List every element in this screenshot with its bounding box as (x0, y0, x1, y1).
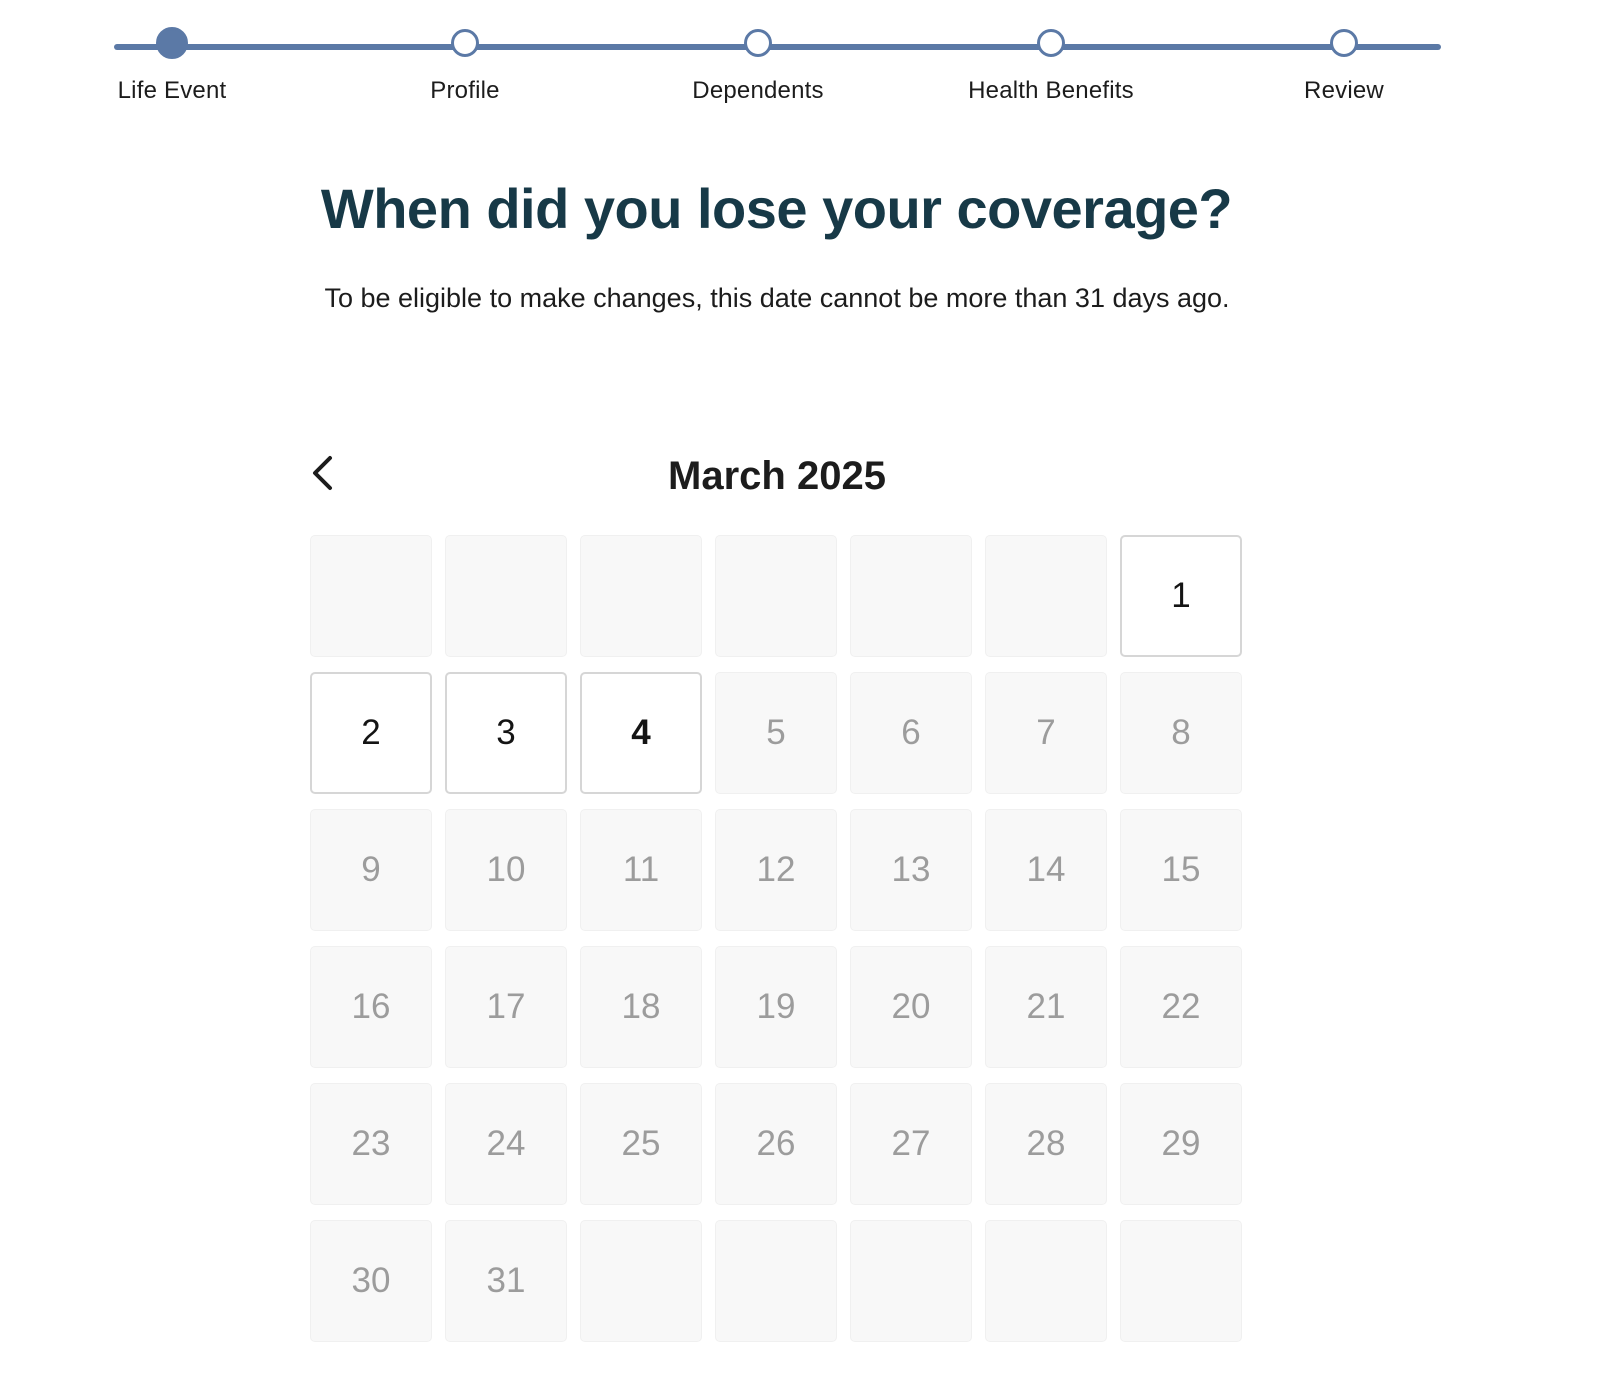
calendar-day-24: 24 (445, 1083, 567, 1205)
calendar-empty-cell (850, 1220, 972, 1342)
calendar-day-30: 30 (310, 1220, 432, 1342)
calendar-grid (310, 535, 1242, 1342)
calendar-day-18: 18 (580, 946, 702, 1068)
calendar-day-19: 19 (715, 946, 837, 1068)
step-dependents (628, 29, 888, 105)
step-indicator (744, 29, 772, 57)
calendar-day-26: 26 (715, 1083, 837, 1205)
date-picker-calendar (310, 450, 1244, 1300)
calendar-day-3[interactable]: 3 (445, 672, 567, 794)
step-label: Profile (430, 77, 500, 104)
calendar-day-28: 28 (985, 1083, 1107, 1205)
calendar-day-1[interactable]: 1 (1120, 535, 1242, 657)
calendar-day-31: 31 (445, 1220, 567, 1342)
step-indicator-current (156, 27, 188, 59)
step-profile (335, 29, 595, 105)
step-label: Life Event (117, 77, 227, 104)
page-title: When did you lose your coverage? (320, 177, 1233, 240)
step-health-benefits (921, 29, 1181, 105)
calendar-day-5: 5 (715, 672, 837, 794)
step-indicator (1330, 29, 1358, 57)
chevron-left-icon (310, 450, 354, 498)
step-life-event (42, 29, 302, 105)
calendar-empty-cell (985, 1220, 1107, 1342)
calendar-empty-cell (850, 535, 972, 657)
calendar-empty-cell (715, 1220, 837, 1342)
calendar-day-9: 9 (310, 809, 432, 931)
calendar-day-12: 12 (715, 809, 837, 931)
calendar-empty-cell (445, 535, 567, 657)
step-label: Health Benefits (968, 77, 1134, 104)
calendar-day-2[interactable]: 2 (310, 672, 432, 794)
calendar-day-29: 29 (1120, 1083, 1242, 1205)
calendar-day-27: 27 (850, 1083, 972, 1205)
calendar-day-8: 8 (1120, 672, 1242, 794)
calendar-day-14: 14 (985, 809, 1107, 931)
calendar-day-17: 17 (445, 946, 567, 1068)
calendar-day-23: 23 (310, 1083, 432, 1205)
step-review (1214, 29, 1474, 105)
calendar-empty-cell (310, 535, 432, 657)
step-indicator (1037, 29, 1065, 57)
calendar-day-16: 16 (310, 946, 432, 1068)
calendar-empty-cell (580, 1220, 702, 1342)
calendar-day-20: 20 (850, 946, 972, 1068)
calendar-day-7: 7 (985, 672, 1107, 794)
calendar-day-4-today[interactable]: 4 (580, 672, 702, 794)
progress-stepper (0, 0, 1600, 130)
calendar-empty-cell (1120, 1220, 1242, 1342)
calendar-empty-cell (985, 535, 1107, 657)
step-indicator (451, 29, 479, 57)
calendar-day-13: 13 (850, 809, 972, 931)
calendar-day-6: 6 (850, 672, 972, 794)
step-label: Dependents (692, 77, 824, 104)
calendar-empty-cell (715, 535, 837, 657)
calendar-day-10: 10 (445, 809, 567, 931)
calendar-day-15: 15 (1120, 809, 1242, 931)
calendar-header (310, 450, 1244, 520)
month-year-label: March 2025 (668, 454, 886, 498)
calendar-empty-cell (580, 535, 702, 657)
calendar-day-11: 11 (580, 809, 702, 931)
page-subtitle: To be eligible to make changes, this date cannot be more than 31 days ago. (324, 283, 1230, 313)
calendar-day-22: 22 (1120, 946, 1242, 1068)
step-label: Review (1304, 77, 1384, 104)
previous-month-button[interactable] (310, 450, 354, 498)
calendar-day-21: 21 (985, 946, 1107, 1068)
calendar-day-25: 25 (580, 1083, 702, 1205)
